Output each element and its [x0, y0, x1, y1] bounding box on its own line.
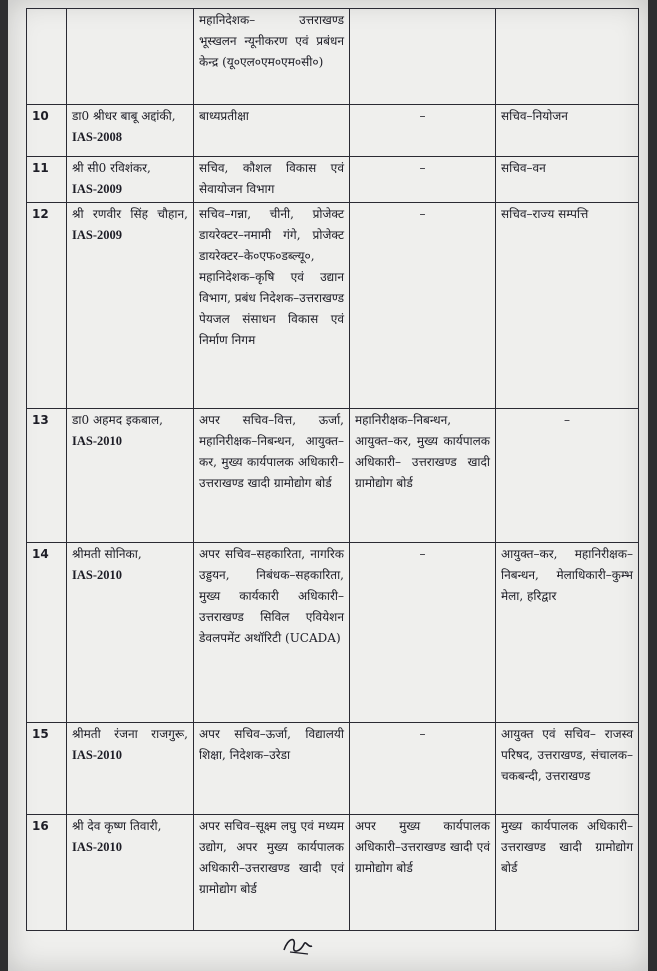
new-post: सचिव–नियोजन — [496, 105, 639, 157]
current-post: बाध्यप्रतीक्षा — [194, 105, 350, 157]
officer-name-text: श्री देव कृष्ण तिवारी, — [72, 819, 162, 833]
new-post: आयुक्त एवं सचिव– राजस्व परिषद, उत्तराखण्ड, संचालक– चकबन्दी, उत्तराखण्ड — [496, 723, 639, 815]
relieved-post: अपर मुख्य कार्यपालक अधिकारी–उत्तराखण्ड खादी एवं ग्रामोद्योग बोर्ड — [350, 815, 496, 931]
relieved-post: – — [350, 723, 496, 815]
officer-name-text: डा0 अहमद इकबाल, — [72, 413, 163, 427]
officer-name — [67, 9, 194, 105]
current-post: अपर सचिव–वित्त, ऊर्जा, महानिरीक्षक–निबन्धन, आयुक्त–कर, मुख्य कार्यपालक अधिकारी– उत्तराखण्ड खादी ग्रामोद्योग बोर्ड — [194, 409, 350, 543]
current-post: सचिव, कौशल विकास एवं सेवायोजन विभाग — [194, 157, 350, 203]
officer-name — [67, 815, 194, 931]
officer-name — [67, 203, 194, 409]
new-post: आयुक्त–कर, महानिरीक्षक–निबन्धन, मेलाधिकारी–कुम्भ मेला, हरिद्वार — [496, 543, 639, 723]
officer-name — [67, 157, 194, 203]
serial-number: 15 — [27, 723, 67, 815]
service-batch: IAS-2010 — [72, 568, 123, 582]
current-post: महानिदेशक– उत्तराखण्ड भूस्खलन न्यूनीकरण एवं प्रबंधन केन्द्र (यू०एल०एम०एम०सी०) — [194, 9, 350, 105]
serial-number — [27, 9, 67, 105]
officer-name-text: श्री रणवीर सिंह चौहान, — [72, 207, 188, 221]
relieved-post: – — [350, 105, 496, 157]
new-post: – — [496, 409, 639, 543]
officer-name-text: श्रीमती रंजना राजगुरू, — [72, 727, 188, 741]
table-row — [27, 815, 639, 931]
officer-name — [67, 723, 194, 815]
service-batch: IAS-2010 — [72, 748, 123, 762]
current-post: अपर सचिव–सूक्ष्म लघु एवं मध्यम उद्योग, अपर मुख्य कार्यपालक अधिकारी–उत्तराखण्ड खादी एवं ग्रामोद्योग बोर्ड — [194, 815, 350, 931]
transfer-table — [26, 8, 639, 931]
table-row — [27, 723, 639, 815]
current-post: अपर सचिव–ऊर्जा, विद्यालयी शिक्षा, निदेशक–उरेडा — [194, 723, 350, 815]
officer-name — [67, 105, 194, 157]
signature-icon — [278, 930, 318, 960]
new-post: सचिव–वन — [496, 157, 639, 203]
relieved-post — [350, 9, 496, 105]
table-row — [27, 203, 639, 409]
new-post: सचिव–राज्य सम्पत्ति — [496, 203, 639, 409]
new-post — [496, 9, 639, 105]
serial-number: 10 — [27, 105, 67, 157]
relieved-post: – — [350, 203, 496, 409]
officer-name-text: डा0 श्रीधर बाबू अद्दांकी, — [72, 109, 176, 123]
serial-number: 13 — [27, 409, 67, 543]
current-post: अपर सचिव–सहकारिता, नागरिक उड्डयन, निबंधक–सहकारिता, मुख्य कार्यकारी अधिकारी– उत्तराखण्ड सिविल एवियेशन डेवलपमेंट अथॉरिटी (UCADA) — [194, 543, 350, 723]
serial-number: 11 — [27, 157, 67, 203]
serial-number: 12 — [27, 203, 67, 409]
service-batch: IAS-2010 — [72, 434, 123, 448]
table-row — [27, 543, 639, 723]
table-row — [27, 105, 639, 157]
relieved-post: महानिरीक्षक–निबन्धन, आयुक्त–कर, मुख्य कार्यपालक अधिकारी– उत्तराखण्ड खादी ग्रामोद्योग बोर्ड — [350, 409, 496, 543]
service-batch: IAS-2009 — [72, 182, 123, 196]
officer-name-text: श्री सी0 रविशंकर, — [72, 161, 151, 175]
serial-number: 14 — [27, 543, 67, 723]
current-post: सचिव–गन्ना, चीनी, प्रोजेक्ट डायरेक्टर–नमामी गंगे, प्रोजेक्ट डायरेक्टर–के०एफ०डब्ल्यू०, महानिदेशक–कृषि एवं उद्यान विभाग, प्रबंध निदेशक–उत्तराखण्ड पेयजल संसाधन विकास एवं निर्माण निगम — [194, 203, 350, 409]
service-batch: IAS-2008 — [72, 130, 123, 144]
service-batch: IAS-2010 — [72, 840, 123, 854]
relieved-post: – — [350, 157, 496, 203]
officer-name — [67, 543, 194, 723]
serial-number: 16 — [27, 815, 67, 931]
table-row — [27, 409, 639, 543]
table-row — [27, 157, 639, 203]
new-post: मुख्य कार्यपालक अधिकारी–उत्तराखण्ड खादी ग्रामोद्योग बोर्ड — [496, 815, 639, 931]
document-page — [8, 0, 648, 971]
service-batch: IAS-2009 — [72, 228, 123, 242]
relieved-post: – — [350, 543, 496, 723]
table-row — [27, 9, 639, 105]
officer-name-text: श्रीमती सोनिका, — [72, 547, 142, 561]
officer-name — [67, 409, 194, 543]
